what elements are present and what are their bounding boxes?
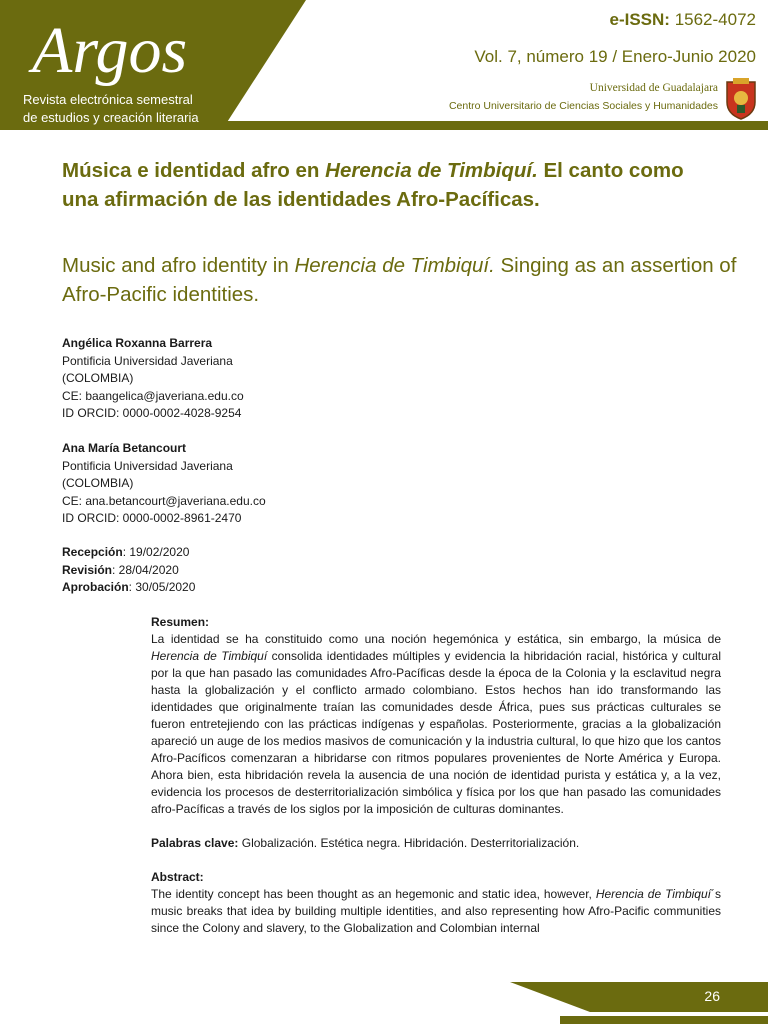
keywords-label: Palabras clave: [151, 836, 239, 850]
author-name: Angélica Roxanna Barrera [62, 336, 213, 350]
title-spanish: Música e identidad afro en Herencia de Timbiquí. El canto como una afirmación de las identidades Afro-Pacíficas. [62, 159, 684, 211]
resumen-heading: Resumen: [151, 615, 210, 629]
author-orcid: ID ORCID: 0000-0002-8961-2470 [62, 511, 242, 525]
journal-logo [28, 6, 198, 90]
footer-band [0, 980, 768, 1024]
author-block [62, 335, 244, 423]
author-email: CE: ana.betancourt@javeriana.edu.co [62, 493, 266, 508]
logo-text: Argos [32, 14, 188, 87]
centro-name: Centro Universitario de Ciencias Sociales y Humanidades [448, 100, 718, 112]
author-affiliation: Pontificia Universidad Javeriana [62, 458, 233, 473]
issn [609, 10, 756, 30]
author-name: Ana María Betancourt [62, 441, 187, 455]
journal-tagline [23, 91, 199, 127]
title-english: Music and afro identity in Herencia de Timbiquí. Singing as an assertion of Afro-Pacific identities. [62, 254, 737, 306]
university-name: Universidad de Guadalajara [589, 82, 718, 94]
author-country: (COLOMBIA) [62, 476, 134, 490]
abstract-block [151, 614, 721, 937]
resumen-text: La identidad se ha constituido como una noción hegemónica y estática, sin embargo, la música de Herencia de Timbiquí consolida identidades múltiples y evidencia la hibridación racial, histórica y cultural por la que han pasado las comunidades Afro-Pacíficas desde la época de la Colonia y la esclavitud negra hasta la globalización y el conflicto armado colombiano. Estos hechos han ido transformando las identidades que originalmente traían las comunidades desde África, pues sus prácticas culturales se fueron entretejiendo con las prácticas indígenas y españolas. Posteriormente, gracias a la globalización apareció un auge de los medios masivos de comunicación y la industria cultural, lo que hizo que los cantos Afro-Pacíficos comenzaran a hibridarse con ritmos populares provenientes de Norte América y Europa. Ahora bien, esta hibridación revela la ausencia de una noción de identidad purista y estática y, a la vez, evidencia los procesos de desterritorialización simbólica y física por los que han pasado las comunidades afro-Pacíficas a través de los siglos por la imposición de culturas dominantes. [151, 632, 722, 816]
page-number: 26 [704, 988, 720, 1004]
author-block [62, 440, 266, 528]
issn-value: 1562-4072 [674, 10, 756, 29]
volume-info: Vol. 7, número 19 / Enero-Junio 2020 [474, 47, 756, 66]
abstract-heading: Abstract: [151, 870, 204, 884]
university-seal-icon [724, 76, 758, 120]
abstract-text: The identity concept has been thought as an hegemonic and static idea, however, Herencia de Timbiquí´s music breaks that idea by building multiple identities, and also representing how Afro-Pacific communities since the Colony and slavery, to the Globalization and Colombian internal [151, 887, 721, 935]
reception-date: Recepción: 19/02/2020 [62, 545, 190, 559]
tagline-line2: de estudios y creación literaria [23, 110, 199, 125]
author-email: CE: baangelica@javeriana.edu.co [62, 388, 244, 403]
revision-date: Revisión: 28/04/2020 [62, 562, 179, 577]
keywords-text: Globalización. Estética negra. Hibridación. Desterritorialización. [238, 836, 580, 850]
author-affiliation: Pontificia Universidad Javeriana [62, 353, 233, 368]
author-orcid: ID ORCID: 0000-0002-4028-9254 [62, 406, 242, 420]
tagline-line1: Revista electrónica semestral [23, 92, 193, 107]
keywords [151, 835, 721, 852]
article-dates [62, 544, 195, 597]
approval-date: Aprobación: 30/05/2020 [62, 580, 196, 594]
author-country: (COLOMBIA) [62, 371, 134, 385]
issn-label: e-ISSN: [609, 10, 670, 29]
